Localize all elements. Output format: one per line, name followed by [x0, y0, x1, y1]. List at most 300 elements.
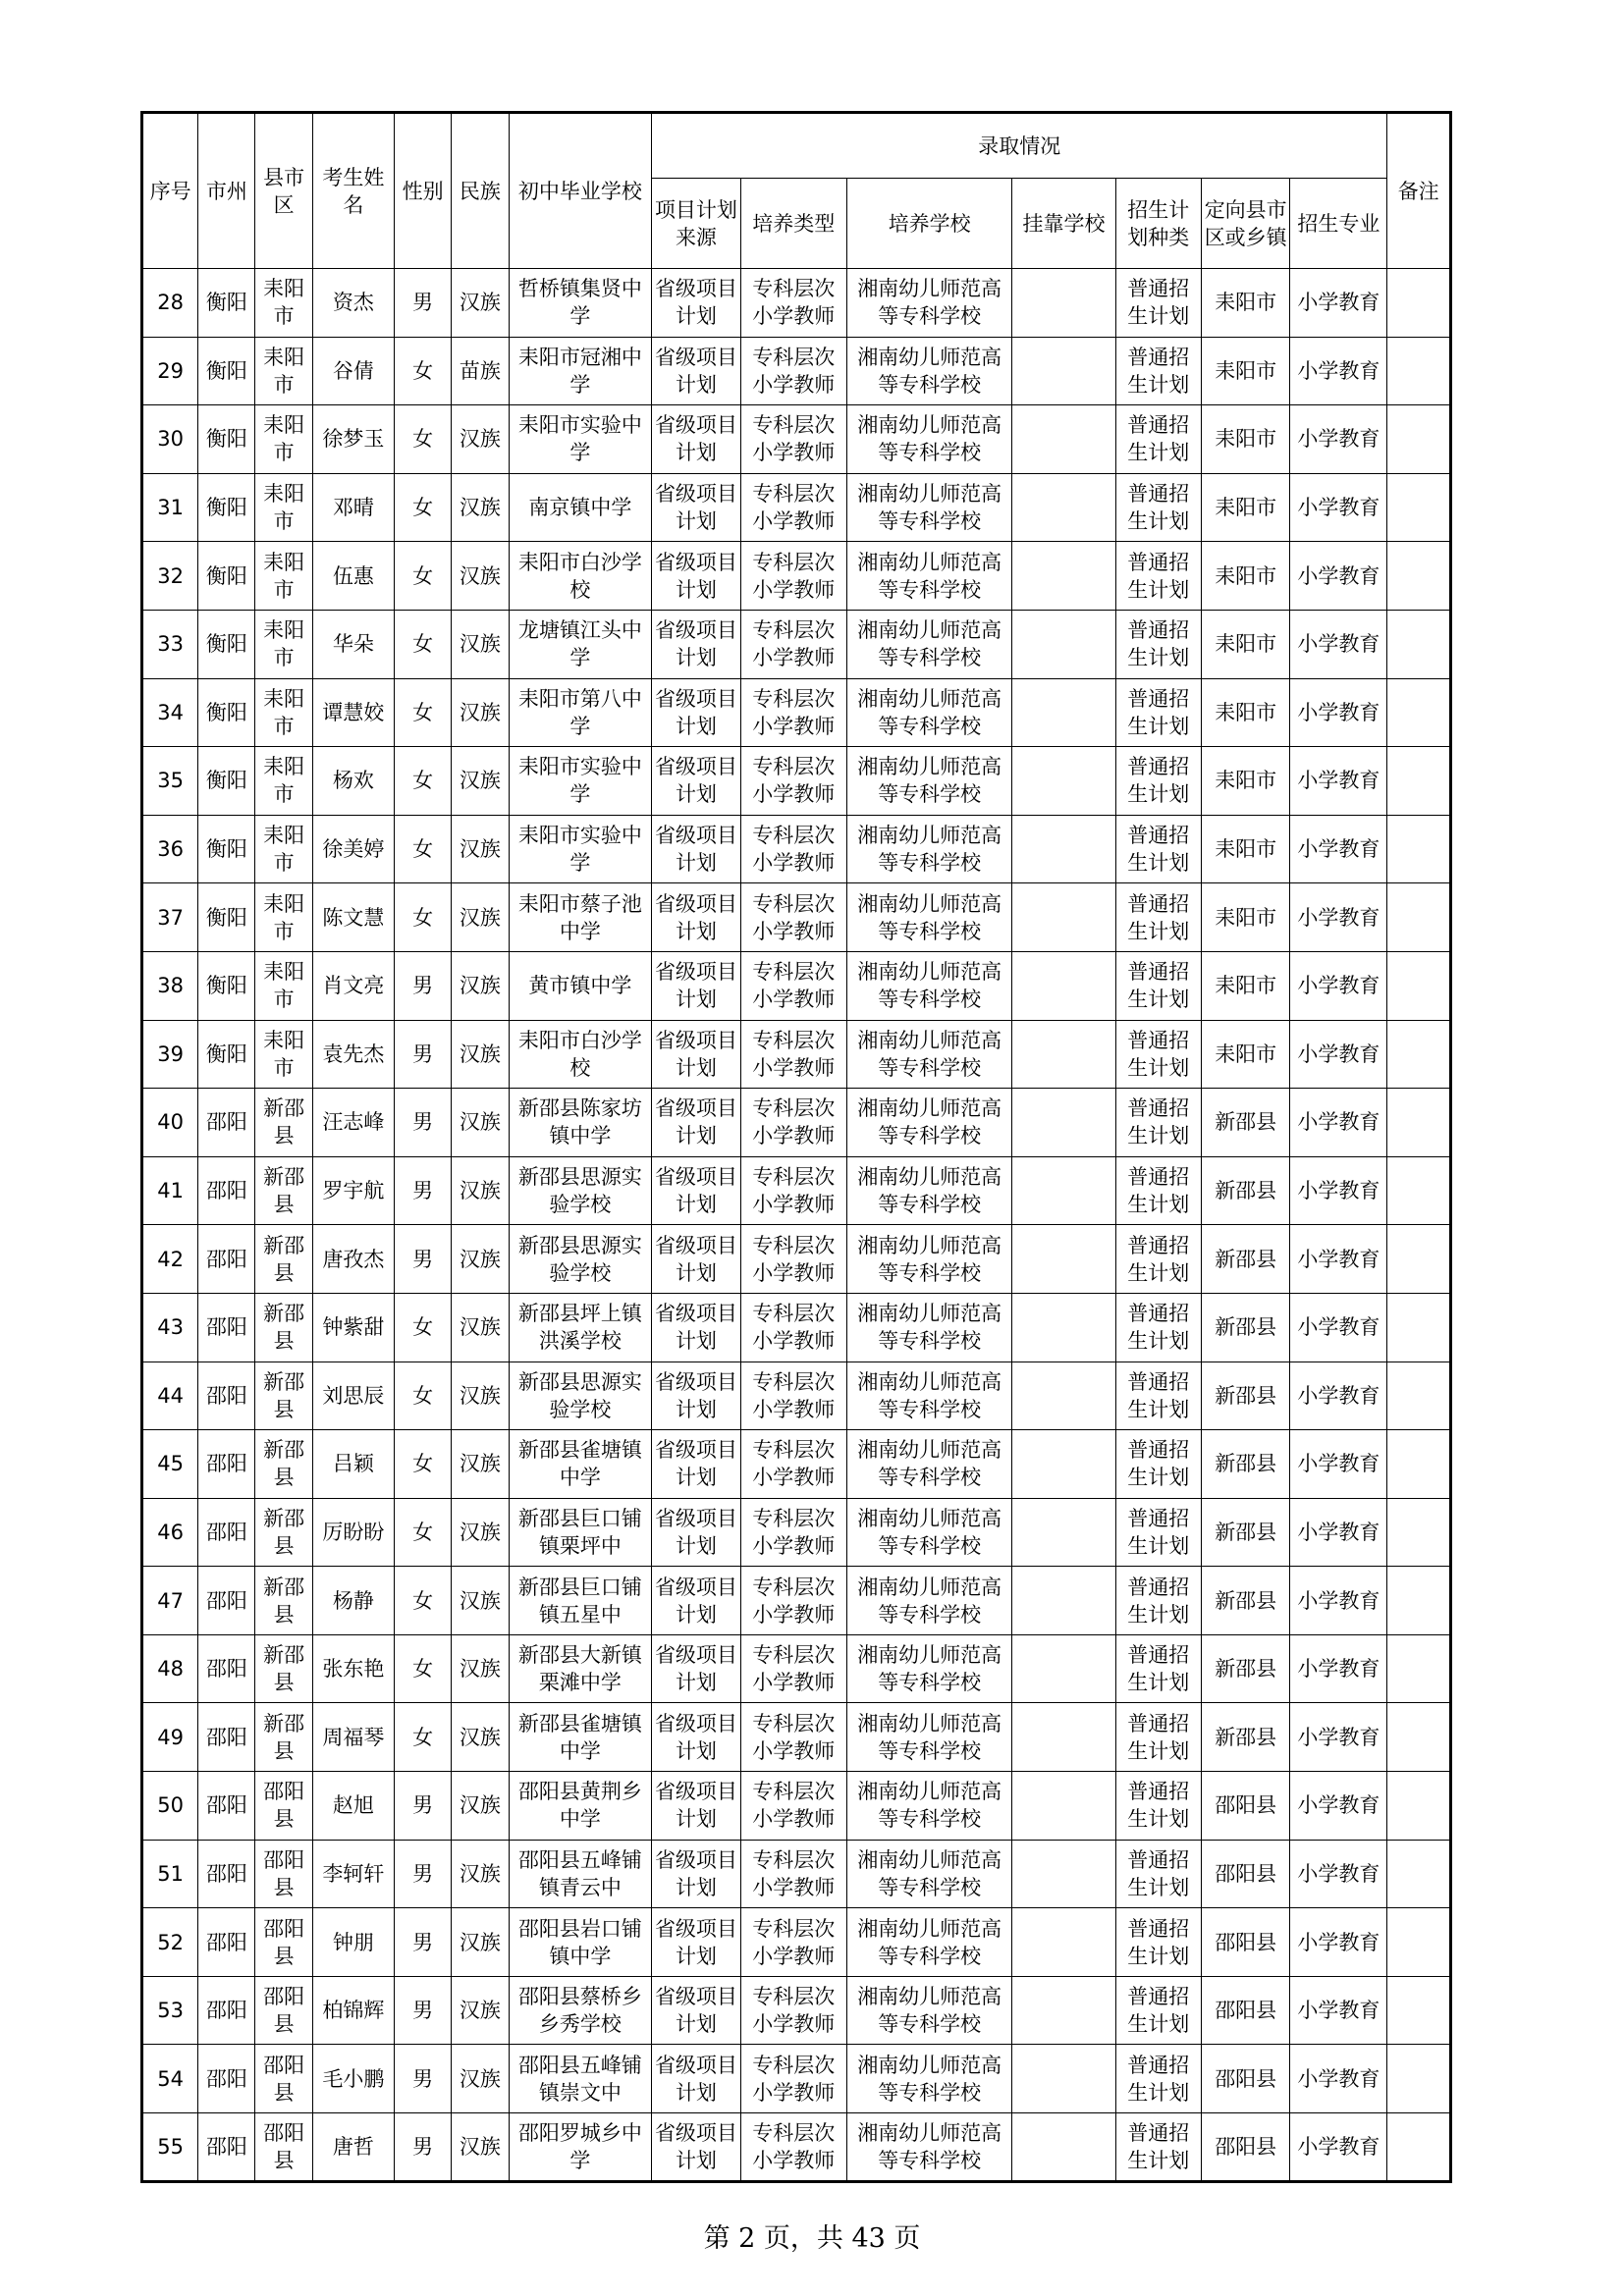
table-row [142, 542, 1451, 611]
training-school-cell: 湘南幼儿师范高等专科学校 [846, 1567, 1012, 1635]
middle-school-cell: 耒阳市白沙学校 [509, 1020, 652, 1089]
name-cell: 谷倩 [312, 337, 394, 405]
seq-cell: 50 [142, 1772, 198, 1841]
training-school-cell: 湘南幼儿师范高等专科学校 [846, 1703, 1012, 1772]
city-cell: 邵阳 [198, 1634, 255, 1703]
major-cell: 小学教育 [1290, 473, 1387, 542]
table-row [142, 1020, 1451, 1089]
plan-source-cell: 省级项目计划 [652, 1634, 741, 1703]
major-cell: 小学教育 [1290, 951, 1387, 1020]
county-cell: 耒阳市 [255, 815, 312, 883]
training-school-cell: 湘南幼儿师范高等专科学校 [846, 1634, 1012, 1703]
remarks-cell [1387, 1840, 1451, 1908]
table-row [142, 1567, 1451, 1635]
directed-area-cell: 新邵县 [1201, 1498, 1290, 1567]
name-cell: 柏锦辉 [312, 1976, 394, 2045]
major-cell: 小学教育 [1290, 1362, 1387, 1430]
directed-area-cell: 邵阳县 [1201, 1908, 1290, 1977]
remarks-cell [1387, 2113, 1451, 2182]
directed-area-cell: 耒阳市 [1201, 678, 1290, 747]
plan-type-cell: 普通招生计划 [1115, 1089, 1201, 1157]
county-cell: 耒阳市 [255, 951, 312, 1020]
training-school-cell: 湘南幼儿师范高等专科学校 [846, 337, 1012, 405]
training-type-cell: 专科层次小学教师 [740, 951, 846, 1020]
gender-cell: 女 [394, 678, 451, 747]
gender-cell: 女 [394, 1498, 451, 1567]
affiliated-school-cell [1012, 1225, 1115, 1294]
training-type-cell: 专科层次小学教师 [740, 1293, 846, 1362]
ethnicity-cell: 汉族 [452, 1498, 509, 1567]
name-cell: 毛小鹏 [312, 2045, 394, 2113]
seq-cell: 52 [142, 1908, 198, 1977]
affiliated-school-cell [1012, 1567, 1115, 1635]
ethnicity-cell: 汉族 [452, 1089, 509, 1157]
table-row [142, 269, 1451, 338]
directed-area-cell: 耒阳市 [1201, 610, 1290, 678]
plan-type-cell: 普通招生计划 [1115, 815, 1201, 883]
table-row [142, 1089, 1451, 1157]
plan-type-cell: 普通招生计划 [1115, 1156, 1201, 1225]
training-type-cell: 专科层次小学教师 [740, 610, 846, 678]
county-cell: 新邵县 [255, 1498, 312, 1567]
county-cell: 新邵县 [255, 1362, 312, 1430]
plan-type-cell: 普通招生计划 [1115, 1362, 1201, 1430]
plan-type-cell: 普通招生计划 [1115, 405, 1201, 474]
affiliated-school-cell [1012, 951, 1115, 1020]
city-cell: 邵阳 [198, 1156, 255, 1225]
training-type-cell: 专科层次小学教师 [740, 815, 846, 883]
directed-area-cell: 新邵县 [1201, 1362, 1290, 1430]
city-cell: 邵阳 [198, 1089, 255, 1157]
training-school-cell: 湘南幼儿师范高等专科学校 [846, 1498, 1012, 1567]
plan-source-cell: 省级项目计划 [652, 1976, 741, 2045]
county-cell: 耒阳市 [255, 678, 312, 747]
plan-type-cell: 普通招生计划 [1115, 1634, 1201, 1703]
gender-cell: 女 [394, 1567, 451, 1635]
gender-cell: 女 [394, 883, 451, 952]
affiliated-school-cell [1012, 1089, 1115, 1157]
remarks-cell [1387, 1634, 1451, 1703]
training-type-cell: 专科层次小学教师 [740, 1020, 846, 1089]
table-row [142, 883, 1451, 952]
major-cell: 小学教育 [1290, 1156, 1387, 1225]
major-cell: 小学教育 [1290, 747, 1387, 816]
middle-school-cell: 邵阳县五峰铺镇崇文中 [509, 2045, 652, 2113]
plan-source-cell: 省级项目计划 [652, 747, 741, 816]
affiliated-school-cell [1012, 269, 1115, 338]
city-cell: 邵阳 [198, 2113, 255, 2182]
ethnicity-cell: 汉族 [452, 1840, 509, 1908]
plan-source-cell: 省级项目计划 [652, 1089, 741, 1157]
directed-area-cell: 耒阳市 [1201, 269, 1290, 338]
table-row [142, 2113, 1451, 2182]
affiliated-school-cell [1012, 405, 1115, 474]
county-cell: 新邵县 [255, 1293, 312, 1362]
plan-source-cell: 省级项目计划 [652, 2113, 741, 2182]
city-cell: 邵阳 [198, 1293, 255, 1362]
county-cell: 邵阳县 [255, 2113, 312, 2182]
training-type-cell: 专科层次小学教师 [740, 337, 846, 405]
header-plan-type: 招生计划种类 [1115, 179, 1201, 269]
name-cell: 资杰 [312, 269, 394, 338]
seq-cell: 41 [142, 1156, 198, 1225]
training-school-cell: 湘南幼儿师范高等专科学校 [846, 1430, 1012, 1499]
major-cell: 小学教育 [1290, 1772, 1387, 1841]
training-type-cell: 专科层次小学教师 [740, 1772, 846, 1841]
middle-school-cell: 新邵县陈家坊镇中学 [509, 1089, 652, 1157]
major-cell: 小学教育 [1290, 1498, 1387, 1567]
training-school-cell: 湘南幼儿师范高等专科学校 [846, 1225, 1012, 1294]
gender-cell: 女 [394, 1634, 451, 1703]
training-school-cell: 湘南幼儿师范高等专科学校 [846, 1020, 1012, 1089]
table-row [142, 405, 1451, 474]
city-cell: 衡阳 [198, 951, 255, 1020]
name-cell: 邓晴 [312, 473, 394, 542]
seq-cell: 32 [142, 542, 198, 611]
name-cell: 罗宇航 [312, 1156, 394, 1225]
header-middle-school: 初中毕业学校 [509, 113, 652, 269]
name-cell: 厉盼盼 [312, 1498, 394, 1567]
ethnicity-cell: 汉族 [452, 1634, 509, 1703]
training-school-cell: 湘南幼儿师范高等专科学校 [846, 678, 1012, 747]
table-row [142, 1362, 1451, 1430]
plan-type-cell: 普通招生计划 [1115, 1020, 1201, 1089]
middle-school-cell: 耒阳市实验中学 [509, 405, 652, 474]
plan-type-cell: 普通招生计划 [1115, 1976, 1201, 2045]
plan-source-cell: 省级项目计划 [652, 1840, 741, 1908]
seq-cell: 34 [142, 678, 198, 747]
plan-type-cell: 普通招生计划 [1115, 1498, 1201, 1567]
affiliated-school-cell [1012, 1498, 1115, 1567]
major-cell: 小学教育 [1290, 678, 1387, 747]
remarks-cell [1387, 951, 1451, 1020]
remarks-cell [1387, 1020, 1451, 1089]
training-type-cell: 专科层次小学教师 [740, 473, 846, 542]
affiliated-school-cell [1012, 1908, 1115, 1977]
directed-area-cell: 邵阳县 [1201, 2045, 1290, 2113]
plan-type-cell: 普通招生计划 [1115, 610, 1201, 678]
middle-school-cell: 新邵县雀塘镇中学 [509, 1703, 652, 1772]
ethnicity-cell: 汉族 [452, 1020, 509, 1089]
plan-source-cell: 省级项目计划 [652, 2045, 741, 2113]
seq-cell: 40 [142, 1089, 198, 1157]
county-cell: 耒阳市 [255, 883, 312, 952]
plan-source-cell: 省级项目计划 [652, 1225, 741, 1294]
table-row [142, 1840, 1451, 1908]
ethnicity-cell: 汉族 [452, 883, 509, 952]
header-directed-area: 定向县市区或乡镇 [1201, 179, 1290, 269]
ethnicity-cell: 汉族 [452, 1772, 509, 1841]
middle-school-cell: 耒阳市第八中学 [509, 678, 652, 747]
training-type-cell: 专科层次小学教师 [740, 1567, 846, 1635]
gender-cell: 女 [394, 747, 451, 816]
affiliated-school-cell [1012, 2113, 1115, 2182]
major-cell: 小学教育 [1290, 1567, 1387, 1635]
middle-school-cell: 哲桥镇集贤中学 [509, 269, 652, 338]
gender-cell: 男 [394, 1020, 451, 1089]
seq-cell: 29 [142, 337, 198, 405]
county-cell: 新邵县 [255, 1703, 312, 1772]
major-cell: 小学教育 [1290, 1020, 1387, 1089]
directed-area-cell: 耒阳市 [1201, 542, 1290, 611]
directed-area-cell: 新邵县 [1201, 1567, 1290, 1635]
plan-type-cell: 普通招生计划 [1115, 1772, 1201, 1841]
major-cell: 小学教育 [1290, 815, 1387, 883]
header-gender: 性别 [394, 113, 451, 269]
plan-source-cell: 省级项目计划 [652, 1020, 741, 1089]
major-cell: 小学教育 [1290, 2045, 1387, 2113]
seq-cell: 45 [142, 1430, 198, 1499]
directed-area-cell: 新邵县 [1201, 1293, 1290, 1362]
training-school-cell: 湘南幼儿师范高等专科学校 [846, 2113, 1012, 2182]
training-type-cell: 专科层次小学教师 [740, 1976, 846, 2045]
middle-school-cell: 邵阳县黄荆乡中学 [509, 1772, 652, 1841]
major-cell: 小学教育 [1290, 1976, 1387, 2045]
major-cell: 小学教育 [1290, 1634, 1387, 1703]
header-county: 县市区 [255, 113, 312, 269]
table-row [142, 1293, 1451, 1362]
remarks-cell [1387, 1567, 1451, 1635]
gender-cell: 男 [394, 1156, 451, 1225]
affiliated-school-cell [1012, 815, 1115, 883]
remarks-cell [1387, 883, 1451, 952]
training-school-cell: 湘南幼儿师范高等专科学校 [846, 1840, 1012, 1908]
name-cell: 钟紫甜 [312, 1293, 394, 1362]
name-cell: 唐孜杰 [312, 1225, 394, 1294]
seq-cell: 35 [142, 747, 198, 816]
seq-cell: 51 [142, 1840, 198, 1908]
gender-cell: 男 [394, 2045, 451, 2113]
plan-source-cell: 省级项目计划 [652, 1430, 741, 1499]
gender-cell: 男 [394, 1772, 451, 1841]
table-row [142, 1908, 1451, 1977]
affiliated-school-cell [1012, 1430, 1115, 1499]
affiliated-school-cell [1012, 2045, 1115, 2113]
ethnicity-cell: 汉族 [452, 1567, 509, 1635]
affiliated-school-cell [1012, 1156, 1115, 1225]
plan-source-cell: 省级项目计划 [652, 815, 741, 883]
page-footer: 第 2 页，共 43 页 [703, 2223, 921, 2254]
table-row [142, 1976, 1451, 2045]
training-school-cell: 湘南幼儿师范高等专科学校 [846, 1908, 1012, 1977]
remarks-cell [1387, 1976, 1451, 2045]
name-cell: 伍惠 [312, 542, 394, 611]
table-row [142, 610, 1451, 678]
major-cell: 小学教育 [1290, 1225, 1387, 1294]
affiliated-school-cell [1012, 883, 1115, 952]
city-cell: 邵阳 [198, 1908, 255, 1977]
city-cell: 邵阳 [198, 1703, 255, 1772]
table-row [142, 678, 1451, 747]
training-type-cell: 专科层次小学教师 [740, 747, 846, 816]
gender-cell: 男 [394, 1976, 451, 2045]
training-type-cell: 专科层次小学教师 [740, 405, 846, 474]
city-cell: 衡阳 [198, 1020, 255, 1089]
table-row [142, 1703, 1451, 1772]
plan-source-cell: 省级项目计划 [652, 1908, 741, 1977]
directed-area-cell: 邵阳县 [1201, 2113, 1290, 2182]
county-cell: 耒阳市 [255, 269, 312, 338]
major-cell: 小学教育 [1290, 1293, 1387, 1362]
training-type-cell: 专科层次小学教师 [740, 1908, 846, 1977]
gender-cell: 女 [394, 610, 451, 678]
plan-type-cell: 普通招生计划 [1115, 1293, 1201, 1362]
city-cell: 衡阳 [198, 678, 255, 747]
training-type-cell: 专科层次小学教师 [740, 1089, 846, 1157]
county-cell: 新邵县 [255, 1225, 312, 1294]
table-row [142, 2045, 1451, 2113]
table-row [142, 1156, 1451, 1225]
remarks-cell [1387, 1908, 1451, 1977]
major-cell: 小学教育 [1290, 610, 1387, 678]
header-affiliated-school: 挂靠学校 [1012, 179, 1115, 269]
county-cell: 新邵县 [255, 1430, 312, 1499]
directed-area-cell: 新邵县 [1201, 1089, 1290, 1157]
training-type-cell: 专科层次小学教师 [740, 1634, 846, 1703]
plan-source-cell: 省级项目计划 [652, 883, 741, 952]
plan-type-cell: 普通招生计划 [1115, 2045, 1201, 2113]
seq-cell: 30 [142, 405, 198, 474]
remarks-cell [1387, 747, 1451, 816]
middle-school-cell: 新邵县思源实验学校 [509, 1362, 652, 1430]
name-cell: 陈文慧 [312, 883, 394, 952]
middle-school-cell: 龙塘镇江头中学 [509, 610, 652, 678]
gender-cell: 男 [394, 1089, 451, 1157]
directed-area-cell: 耒阳市 [1201, 951, 1290, 1020]
training-school-cell: 湘南幼儿师范高等专科学校 [846, 1089, 1012, 1157]
directed-area-cell: 新邵县 [1201, 1225, 1290, 1294]
seq-cell: 38 [142, 951, 198, 1020]
plan-source-cell: 省级项目计划 [652, 610, 741, 678]
plan-type-cell: 普通招生计划 [1115, 542, 1201, 611]
seq-cell: 53 [142, 1976, 198, 2045]
ethnicity-cell: 汉族 [452, 1225, 509, 1294]
training-school-cell: 湘南幼儿师范高等专科学校 [846, 2045, 1012, 2113]
affiliated-school-cell [1012, 1634, 1115, 1703]
table-row [142, 815, 1451, 883]
ethnicity-cell: 汉族 [452, 473, 509, 542]
county-cell: 新邵县 [255, 1567, 312, 1635]
plan-source-cell: 省级项目计划 [652, 473, 741, 542]
ethnicity-cell: 汉族 [452, 1293, 509, 1362]
remarks-cell [1387, 1225, 1451, 1294]
city-cell: 邵阳 [198, 1567, 255, 1635]
plan-source-cell: 省级项目计划 [652, 678, 741, 747]
middle-school-cell: 耒阳市蔡子池中学 [509, 883, 652, 952]
header-training-school: 培养学校 [846, 179, 1012, 269]
header-major: 招生专业 [1290, 179, 1387, 269]
name-cell: 杨欢 [312, 747, 394, 816]
county-cell: 耒阳市 [255, 337, 312, 405]
plan-source-cell: 省级项目计划 [652, 1772, 741, 1841]
county-cell: 耒阳市 [255, 542, 312, 611]
seq-cell: 36 [142, 815, 198, 883]
training-school-cell: 湘南幼儿师范高等专科学校 [846, 1976, 1012, 2045]
gender-cell: 男 [394, 1225, 451, 1294]
name-cell: 刘思辰 [312, 1362, 394, 1430]
ethnicity-cell: 苗族 [452, 337, 509, 405]
remarks-cell [1387, 542, 1451, 611]
name-cell: 周福琴 [312, 1703, 394, 1772]
major-cell: 小学教育 [1290, 1908, 1387, 1977]
seq-cell: 46 [142, 1498, 198, 1567]
county-cell: 耒阳市 [255, 1020, 312, 1089]
directed-area-cell: 耒阳市 [1201, 405, 1290, 474]
affiliated-school-cell [1012, 610, 1115, 678]
directed-area-cell: 邵阳县 [1201, 1840, 1290, 1908]
remarks-cell [1387, 269, 1451, 338]
affiliated-school-cell [1012, 1976, 1115, 2045]
name-cell: 张东艳 [312, 1634, 394, 1703]
ethnicity-cell: 汉族 [452, 610, 509, 678]
directed-area-cell: 耒阳市 [1201, 883, 1290, 952]
gender-cell: 女 [394, 473, 451, 542]
training-type-cell: 专科层次小学教师 [740, 1840, 846, 1908]
directed-area-cell: 耒阳市 [1201, 747, 1290, 816]
plan-type-cell: 普通招生计划 [1115, 678, 1201, 747]
training-school-cell: 湘南幼儿师范高等专科学校 [846, 1362, 1012, 1430]
table-row [142, 951, 1451, 1020]
name-cell: 赵旭 [312, 1772, 394, 1841]
seq-cell: 31 [142, 473, 198, 542]
major-cell: 小学教育 [1290, 405, 1387, 474]
plan-source-cell: 省级项目计划 [652, 405, 741, 474]
training-type-cell: 专科层次小学教师 [740, 2113, 846, 2182]
county-cell: 邵阳县 [255, 1840, 312, 1908]
ethnicity-cell: 汉族 [452, 2045, 509, 2113]
city-cell: 邵阳 [198, 1840, 255, 1908]
plan-type-cell: 普通招生计划 [1115, 1225, 1201, 1294]
major-cell: 小学教育 [1290, 2113, 1387, 2182]
gender-cell: 女 [394, 405, 451, 474]
header-name: 考生姓名 [312, 113, 394, 269]
directed-area-cell: 新邵县 [1201, 1634, 1290, 1703]
remarks-cell [1387, 473, 1451, 542]
city-cell: 衡阳 [198, 883, 255, 952]
middle-school-cell: 耒阳市实验中学 [509, 747, 652, 816]
seq-cell: 55 [142, 2113, 198, 2182]
gender-cell: 男 [394, 2113, 451, 2182]
city-cell: 衡阳 [198, 269, 255, 338]
affiliated-school-cell [1012, 1772, 1115, 1841]
table-row [142, 1498, 1451, 1567]
ethnicity-cell: 汉族 [452, 405, 509, 474]
directed-area-cell: 新邵县 [1201, 1703, 1290, 1772]
name-cell: 肖文亮 [312, 951, 394, 1020]
county-cell: 邵阳县 [255, 1772, 312, 1841]
county-cell: 邵阳县 [255, 1976, 312, 2045]
plan-source-cell: 省级项目计划 [652, 269, 741, 338]
training-school-cell: 湘南幼儿师范高等专科学校 [846, 269, 1012, 338]
training-school-cell: 湘南幼儿师范高等专科学校 [846, 542, 1012, 611]
affiliated-school-cell [1012, 1703, 1115, 1772]
major-cell: 小学教育 [1290, 542, 1387, 611]
remarks-cell [1387, 405, 1451, 474]
remarks-cell [1387, 1703, 1451, 1772]
name-cell: 袁先杰 [312, 1020, 394, 1089]
plan-source-cell: 省级项目计划 [652, 337, 741, 405]
plan-source-cell: 省级项目计划 [652, 1498, 741, 1567]
middle-school-cell: 黄市镇中学 [509, 951, 652, 1020]
name-cell: 徐美婷 [312, 815, 394, 883]
training-school-cell: 湘南幼儿师范高等专科学校 [846, 610, 1012, 678]
training-school-cell: 湘南幼儿师范高等专科学校 [846, 951, 1012, 1020]
city-cell: 邵阳 [198, 1362, 255, 1430]
name-cell: 杨静 [312, 1567, 394, 1635]
major-cell: 小学教育 [1290, 337, 1387, 405]
training-type-cell: 专科层次小学教师 [740, 1362, 846, 1430]
directed-area-cell: 耒阳市 [1201, 1020, 1290, 1089]
